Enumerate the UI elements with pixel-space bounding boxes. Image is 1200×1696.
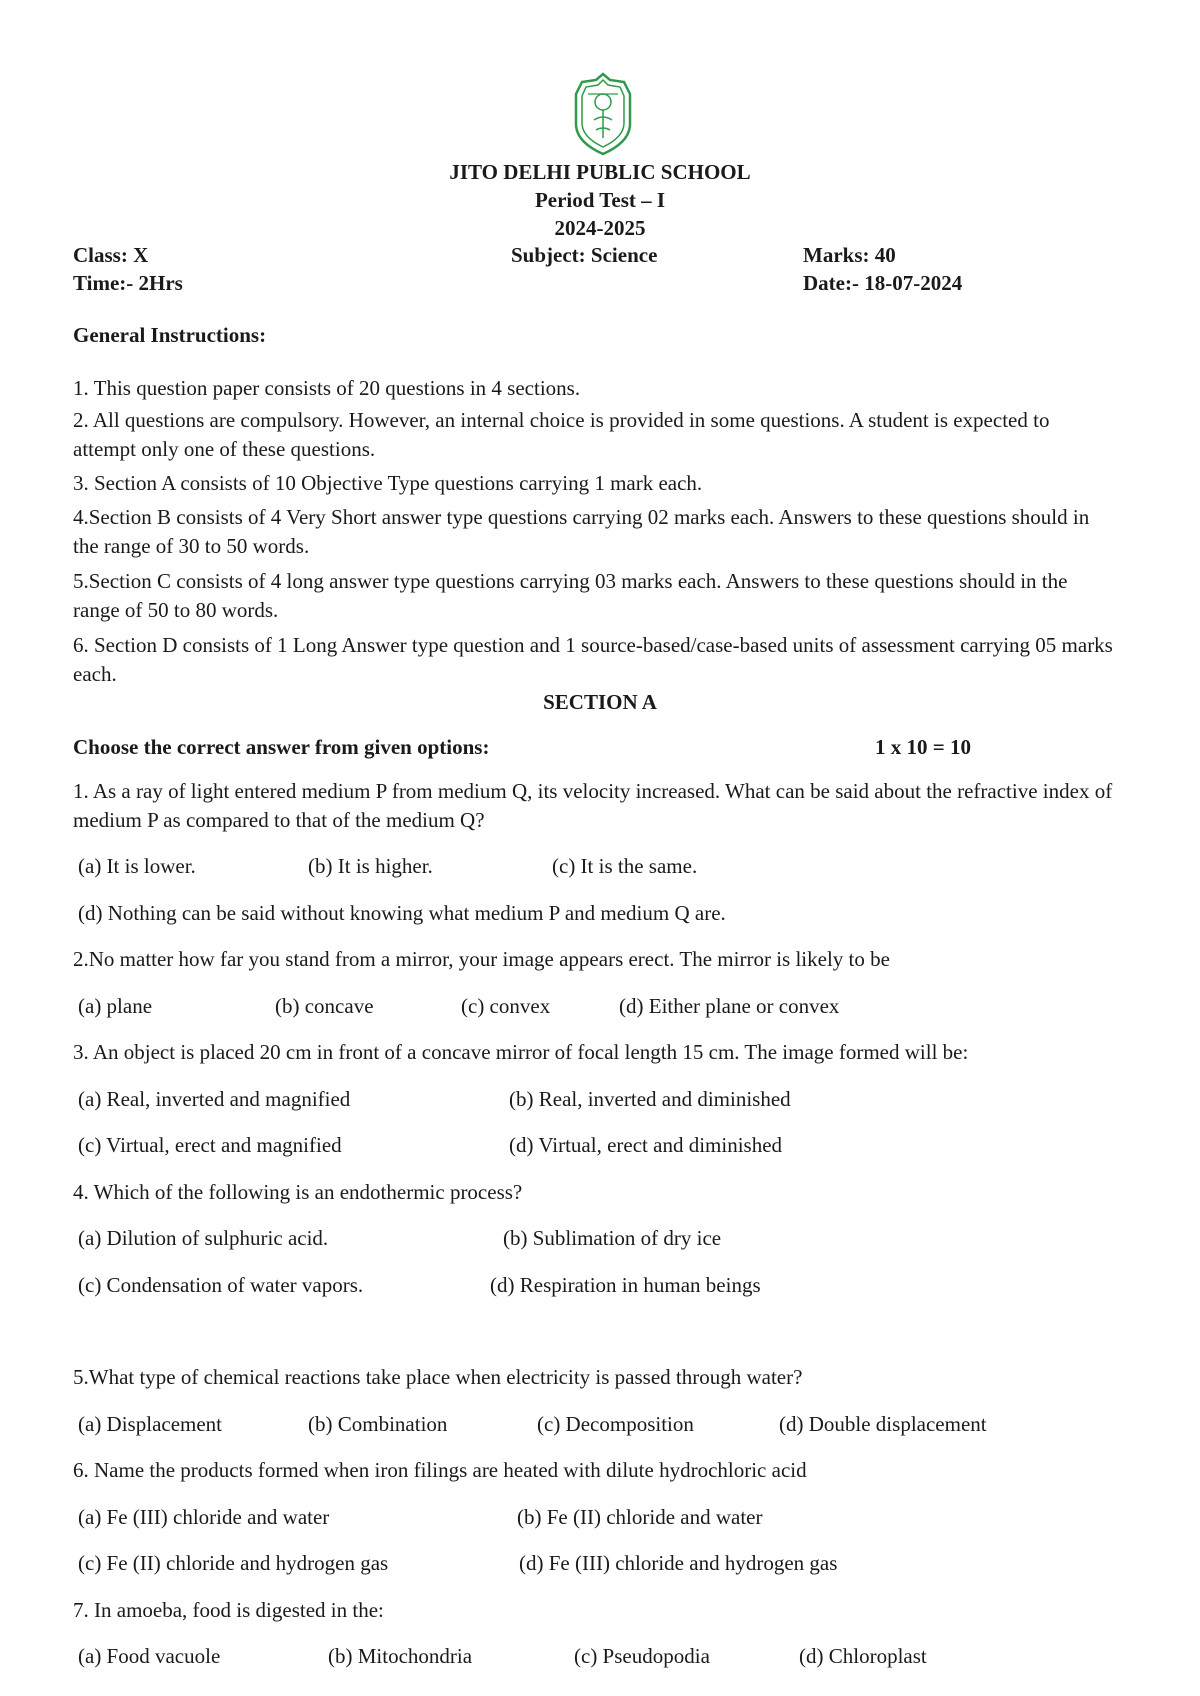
school-emblem-icon	[572, 72, 634, 156]
option: (b) Mitochondria	[328, 1644, 473, 1668]
marks-label: Marks: 40	[803, 243, 896, 267]
option: (d) Respiration in human beings	[490, 1273, 761, 1297]
school-name: JITO DELHI PUBLIC SCHOOL	[449, 160, 751, 184]
question-text: 1. As a ray of light entered medium P from medium Q, its velocity increased. What can be said about the refractive index of medium P as compared to that of the medium Q?	[73, 779, 1113, 832]
academic-year: 2024-2025	[554, 216, 646, 240]
question-text: 5.What type of chemical reactions take place when electricity is passed through water?	[73, 1365, 803, 1389]
instruction-item: 4.Section B consists of 4 Very Short answer type questions carrying 02 marks each. Answers to these questions should in the range of 30 to 50 words.	[73, 505, 1090, 558]
option: (d) Either plane or convex	[619, 994, 840, 1018]
section-a-marks: 1 x 10 = 10	[875, 735, 971, 759]
option: (a) It is lower.	[78, 854, 196, 878]
question-text: 2.No matter how far you stand from a mirror, your image appears erect. The mirror is likely to be	[73, 947, 890, 971]
instruction-item: 1. This question paper consists of 20 questions in 4 sections.	[73, 376, 581, 400]
question-text: 3. An object is placed 20 cm in front of a concave mirror of focal length 15 cm. The image formed will be:	[73, 1040, 969, 1064]
option: (a) Fe (III) chloride and water	[78, 1505, 330, 1529]
time-label: Time:- 2Hrs	[73, 271, 183, 295]
instruction-item: 6. Section D consists of 1 Long Answer type question and 1 source-based/case-based units of assessment carrying 05 marks each.	[73, 633, 1113, 686]
subject-label: Subject: Science	[511, 243, 658, 267]
option: (c) It is the same.	[552, 854, 698, 878]
instruction-item: 5.Section C consists of 4 long answer type questions carrying 03 marks each. Answers to these questions should in the range of 50 to 80 words.	[73, 569, 1068, 622]
section-a-title: SECTION A	[543, 690, 657, 714]
option: (d) Double displacement	[779, 1412, 987, 1436]
option: (d) Chloroplast	[799, 1644, 927, 1668]
option: (b) Sublimation of dry ice	[503, 1226, 722, 1250]
option: (c) Decomposition	[537, 1412, 694, 1436]
instruction-item: 3. Section A consists of 10 Objective Type questions carrying 1 mark each.	[73, 471, 703, 495]
test-name: Period Test – I	[534, 188, 666, 212]
option: (c) Pseudopodia	[574, 1644, 710, 1668]
question-text: 6. Name the products formed when iron filings are heated with dilute hydrochloric acid	[73, 1458, 807, 1482]
option: (b) Fe (II) chloride and water	[517, 1505, 763, 1529]
option: (b) Real, inverted and diminished	[509, 1087, 791, 1111]
option: (c) convex	[461, 994, 551, 1018]
option: (c) Virtual, erect and magnified	[78, 1133, 342, 1157]
option: (d) Nothing can be said without knowing what medium P and medium Q are.	[78, 901, 726, 925]
option: (d) Virtual, erect and diminished	[509, 1133, 783, 1157]
instructions-heading: General Instructions:	[73, 323, 267, 347]
option: (a) Displacement	[78, 1412, 223, 1436]
question-text: 4. Which of the following is an endothermic process?	[73, 1180, 523, 1204]
option: (b) concave	[275, 994, 374, 1018]
option: (a) Dilution of sulphuric acid.	[78, 1226, 329, 1250]
question-text: 7. In amoeba, food is digested in the:	[73, 1598, 384, 1622]
option: (d) Fe (III) chloride and hydrogen gas	[519, 1551, 838, 1575]
date-label: Date:- 18-07-2024	[803, 271, 963, 295]
instruction-item: 2. All questions are compulsory. However, an internal choice is provided in some questions. A student is expected to attempt only one of these questions.	[73, 408, 1050, 461]
option: (a) Food vacuole	[78, 1644, 221, 1668]
option: (a) Real, inverted and magnified	[78, 1087, 351, 1111]
option: (a) plane	[78, 994, 153, 1018]
class-label: Class: X	[73, 243, 149, 267]
option: (b) Combination	[308, 1412, 448, 1436]
option: (c) Fe (II) chloride and hydrogen gas	[78, 1551, 389, 1575]
option: (b) It is higher.	[308, 854, 433, 878]
section-a-directive: Choose the correct answer from given options:	[73, 735, 490, 759]
option: (c) Condensation of water vapors.	[78, 1273, 364, 1297]
